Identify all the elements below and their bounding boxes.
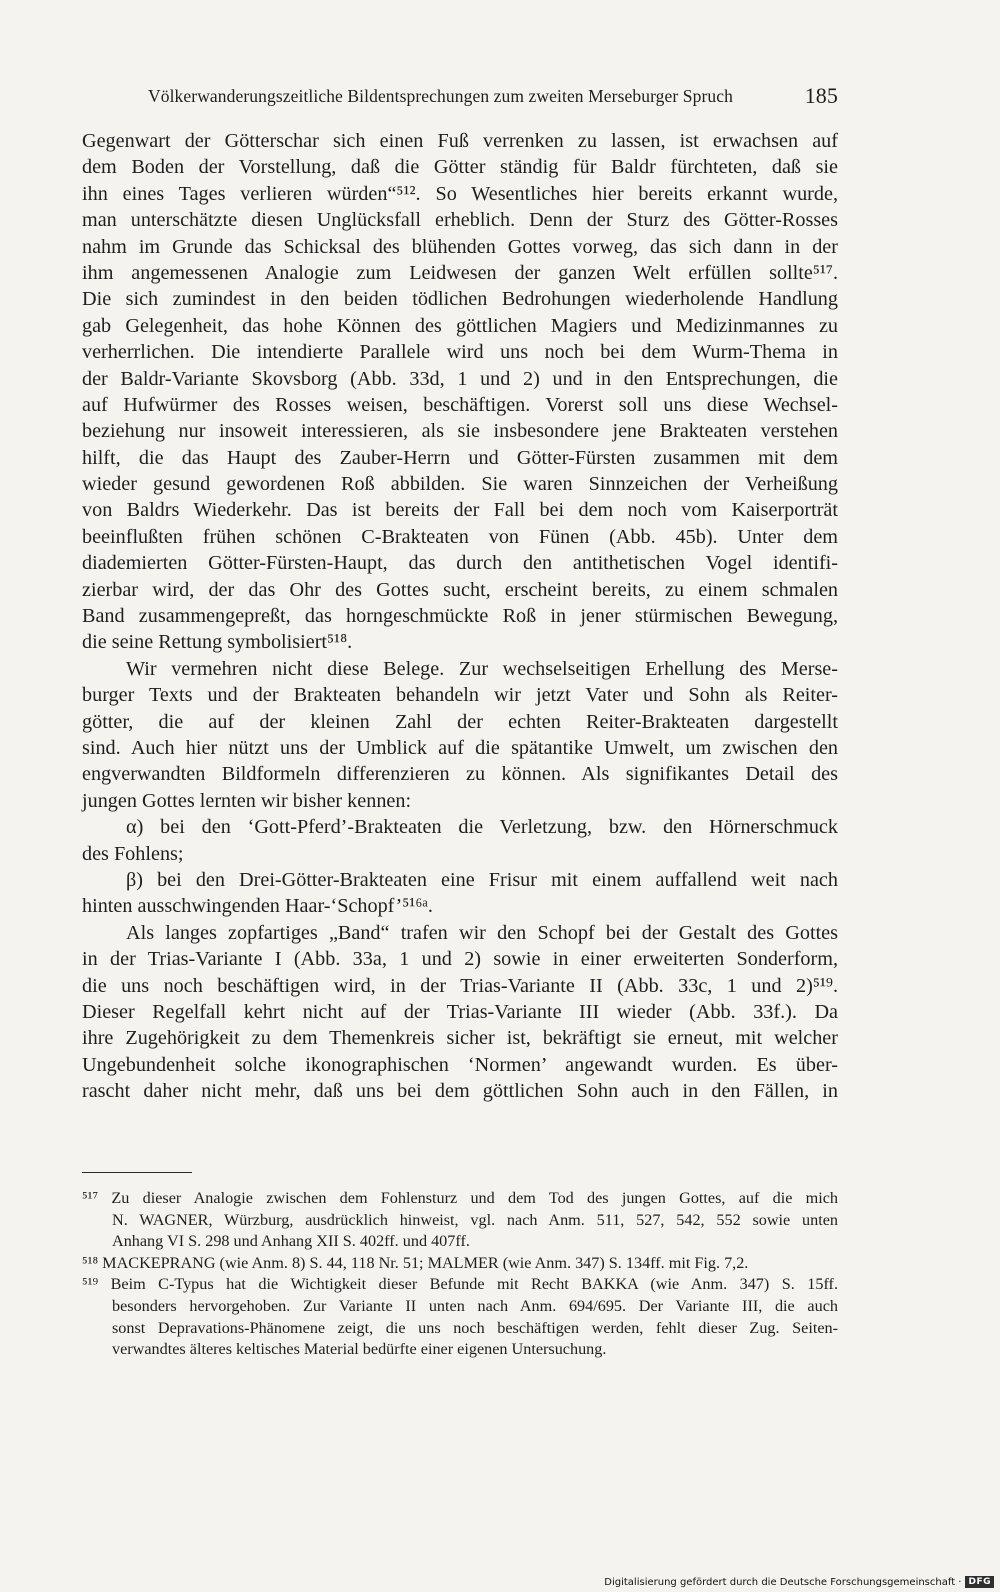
page-header: [148, 76, 838, 116]
footnote-line: sonst Depravations-Phänomene zeigt, die uns noch beschäftigen werden, fehlt dieser Zug. Seiten-: [112, 1318, 838, 1337]
text-line: die seine Rettung symbolisiert⁵¹⁸.: [82, 631, 353, 654]
text-line: verherrlichen. Die intendierte Parallele wird uns noch bei dem Wurm-Thema in: [82, 341, 838, 364]
text-line: Die sich zumindest in den beiden tödlichen Bedrohungen wiederholende Handlung: [82, 288, 838, 311]
text-line: sind. Auch hier nützt uns der Umblick auf die spätantike Umwelt, um zwischen den: [82, 736, 838, 759]
text-line: wieder gesund gewordenen Roß abbilden. Sie waren Sinnzeichen der Verheißung: [82, 473, 838, 496]
body-text: [82, 128, 838, 1104]
list-item-alpha: α) bei den ‘Gott-Pferd’-Brakteaten die Verletzung, bzw. den Hörnerschmuck: [126, 816, 838, 839]
text-line: rascht daher nicht mehr, daß uns bei dem göttlichen Sohn auch in den Fällen, in: [82, 1080, 838, 1103]
text-line: engverwandten Bildformeln differenzieren zu können. Als signifikantes Detail des: [82, 763, 838, 786]
text-line: Dieser Regelfall kehrt nicht auf der Trias-Variante III wieder (Abb. 33f.). Da: [82, 1000, 838, 1023]
text-line: die uns noch beschäftigen wird, in der Trias-Variante II (Abb. 33c, 1 und 2)⁵¹⁹.: [82, 974, 838, 997]
text-line: beziehung nur insoweit interessieren, als sie insbesondere jene Brakteaten verstehen: [82, 420, 838, 443]
digitization-credit: [604, 1576, 994, 1588]
text-line: in der Trias-Variante I (Abb. 33a, 1 und 2) sowie in einer erweiterten Sonderform,: [82, 948, 838, 971]
footnote-line: N. WAGNER, Würzburg, ausdrücklich hinweist, vgl. nach Anm. 511, 527, 542, 552 sowie unten: [112, 1210, 838, 1229]
text-line: diademierten Götter-Fürsten-Haupt, das durch den antithetischen Vogel identifi-: [82, 552, 838, 575]
text-line: burger Texts und der Brakteaten behandeln wir jetzt Vater und Sohn als Reiter-: [82, 684, 838, 707]
footnotes: [82, 1188, 838, 1361]
text-line: Ungebundenheit solche ikonographischen ‘Normen’ angewandt wurden. Es über-: [82, 1053, 838, 1076]
text-line: man unterschätzte diesen Unglücksfall erheblich. Denn der Sturz des Götter-Rosses: [82, 209, 838, 232]
text-line: ihm angemessenen Analogie zum Leidwesen der ganzen Welt erfüllen sollte⁵¹⁷.: [82, 261, 838, 284]
text-line: Wir vermehren nicht diese Belege. Zur wechselseitigen Erhellung des Merse-: [126, 657, 838, 680]
text-line: gab Gelegenheit, das hohe Können des göttlichen Magiers und Medizinmannes zu: [82, 314, 838, 337]
text-line: Als langes zopfartiges „Band“ trafen wir den Schopf bei der Gestalt des Gottes: [126, 921, 838, 944]
text-line: hinten ausschwingenden Haar-‘Schopf’⁵¹⁶ᵃ.: [82, 895, 433, 918]
footnote-line: Anhang VI S. 298 und Anhang XII S. 402ff. und 407ff.: [112, 1232, 470, 1251]
text-line: Band zusammengepreßt, das horngeschmückte Roß in jener stürmischen Bewegung,: [82, 605, 838, 628]
text-line: von Baldrs Wiederkehr. Das ist bereits der Fall bei dem noch vom Kaiserporträt: [82, 499, 838, 522]
footnote-divider: [82, 1172, 192, 1173]
text-line: ihre Zugehörigkeit zu dem Themenkreis sicher ist, bekräftigt sie erneut, mit welcher: [82, 1027, 838, 1050]
text-line: nahm im Grunde das Schicksal des blühenden Gottes vorweg, das sich dann in der: [82, 235, 838, 258]
list-item-beta: β) bei den Drei-Götter-Brakteaten eine Frisur mit einem auffallend weit nach: [126, 868, 838, 891]
text-line: dem Boden der Vorstellung, daß die Götter ständig für Baldr fürchteten, daß sie: [82, 156, 838, 179]
footnote-line: verwandtes älteres keltisches Material bedürfte einer eigenen Untersuchung.: [112, 1340, 607, 1359]
text-line: zierbar wird, der das Ohr des Gottes sucht, erscheint bereits, zu einem schmalen: [82, 578, 838, 601]
text-line: götter, die auf der kleinen Zahl der echten Reiter-Brakteaten dargestellt: [82, 710, 838, 733]
footnote-line: ⁵¹⁷ Zu dieser Analogie zwischen dem Fohlensturz und dem Tod des jungen Gottes, auf die mich: [82, 1189, 838, 1207]
text-line: auf Hufwürmer des Rosses weisen, beschäftigen. Vorerst soll uns diese Wechsel-: [82, 393, 838, 416]
footnote-line: besonders hervorgehoben. Zur Variante II unten nach Anm. 694/695. Der Variante III, die auch: [112, 1296, 838, 1315]
dfg-logo: DFG: [965, 1576, 994, 1588]
footnote-line: ⁵¹⁸ MACKEPRANG (wie Anm. 8) S. 44, 118 Nr. 51; MALMER (wie Anm. 347) S. 134ff. mit Fig. 7,2.: [82, 1253, 749, 1272]
text-line: Gegenwart der Götterschar sich einen Fuß verrenken zu lassen, ist erwachsen auf: [82, 130, 838, 152]
text-line: der Baldr-Variante Skovsborg (Abb. 33d, 1 und 2) und in den Entsprechungen, die: [82, 367, 838, 390]
text-line: des Fohlens;: [82, 842, 184, 865]
text-line: jungen Gottes lernten wir bisher kennen:: [82, 789, 412, 812]
running-title: Völkerwanderungszeitliche Bildentsprechungen zum zweiten Merseburger Spruch: [148, 86, 733, 106]
footnote-line: ⁵¹⁹ Beim C-Typus hat die Wichtigkeit dieser Befunde mit Recht BAKKA (wie Anm. 347) S. 15ff.: [82, 1275, 838, 1294]
credit-text: Digitalisierung gefördert durch die Deutsche Forschungsgemeinschaft ·: [604, 1576, 962, 1588]
page-number: 185: [804, 83, 838, 108]
text-line: beeinflußten frühen schönen C-Brakteaten von Fünen (Abb. 45b). Unter dem: [82, 525, 838, 548]
text-line: ihn eines Tages verlieren würden“⁵¹². So Wesentliches hier bereits erkannt wurde,: [82, 182, 838, 205]
text-line: hilft, die das Haupt des Zauber-Herrn und Götter-Fürsten zusammen mit dem: [82, 446, 838, 469]
